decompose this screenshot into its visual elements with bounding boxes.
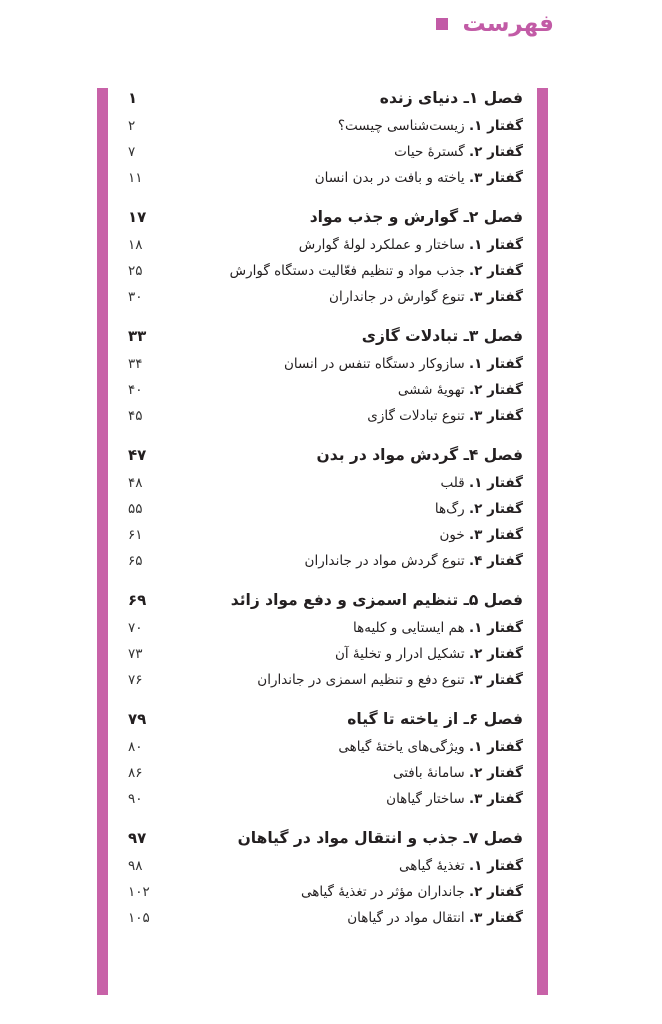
chapter-5 [128,586,523,693]
section-label: گفتار ۲. [468,765,523,781]
right-decorative-bar [537,88,548,995]
page-title: فهرست [462,11,554,37]
section-page-number: ۴۸ [128,475,143,491]
section-page-number: ۷ [128,144,136,160]
chapter-7 [128,824,523,931]
section-entry[interactable] [128,641,523,667]
toc-header [436,8,554,40]
chapter-page-number: ۶۹ [128,591,147,609]
section-page-number: ۳۴ [128,356,143,372]
section-title: قلب [440,475,465,491]
section-page-number: ۲۵ [128,263,143,279]
chapter-heading[interactable] [128,322,523,350]
section-entry[interactable] [128,786,523,812]
chapter-1 [128,84,523,191]
section-title: تغذیۀ گیاهی [399,858,465,874]
section-title: انتقال مواد در گیاهان [347,910,465,926]
chapter-title: فصل ۴ـ گردش مواد در بدن [316,446,523,464]
chapter-title: فصل ۲ـ گوارش و جذب مواد [309,208,523,226]
chapter-title: فصل ۳ـ تبادلات گازی [361,327,523,345]
section-title: ویژگی‌های یاختۀ گیاهی [338,739,465,755]
section-label: گفتار ۲. [468,501,523,517]
section-page-number: ۱۰۲ [128,884,150,900]
section-label: گفتار ۳. [468,289,523,305]
section-entry[interactable] [128,403,523,429]
section-title: تشکیل ادرار و تخلیۀ آن [334,646,465,662]
chapter-title: فصل ۵ـ تنظیم اسمزی و دفع مواد زائد [230,591,523,609]
chapter-page-number: ۱۷ [128,208,147,226]
section-label: گفتار ۳. [468,791,523,807]
section-entry[interactable] [128,165,523,191]
section-label: گفتار ۳. [468,170,523,186]
section-page-number: ۴۵ [128,408,143,424]
section-entry[interactable] [128,734,523,760]
section-entry[interactable] [128,853,523,879]
section-label: گفتار ۱. [468,237,523,253]
table-of-contents [128,84,523,943]
section-page-number: ۹۸ [128,858,143,874]
section-label: گفتار ۲. [468,382,523,398]
chapter-3 [128,322,523,429]
section-page-number: ۳۰ [128,289,143,305]
section-page-number: ۱۰۵ [128,910,150,926]
section-page-number: ۸۶ [128,765,143,781]
section-title: یاخته و بافت در بدن انسان [314,170,465,186]
section-label: گفتار ۱. [468,739,523,755]
chapter-title: فصل ۷ـ جذب و انتقال مواد در گیاهان [237,829,523,847]
chapter-heading[interactable] [128,441,523,469]
chapter-heading[interactable] [128,705,523,733]
section-title: گسترۀ حیات [394,144,465,160]
section-label: گفتار ۲. [468,144,523,160]
section-title: رگ‌ها [434,501,465,517]
chapter-heading[interactable] [128,203,523,231]
section-entry[interactable] [128,667,523,693]
chapter-heading[interactable] [128,84,523,112]
section-title: خون [439,527,465,543]
section-entry[interactable] [128,496,523,522]
section-page-number: ۱۸ [128,237,143,253]
section-title: تنوع گردش مواد در جانداران [304,553,465,569]
section-label: گفتار ۲. [468,884,523,900]
section-label: گفتار ۳. [468,910,523,926]
section-title: تنوع تبادلات گازی [367,408,465,424]
chapter-page-number: ۹۷ [128,829,147,847]
section-page-number: ۸۰ [128,739,143,755]
chapter-heading[interactable] [128,586,523,614]
section-label: گفتار ۴. [468,553,523,569]
section-label: گفتار ۱. [468,475,523,491]
section-page-number: ۲ [128,118,136,134]
chapter-title: فصل ۶ـ از یاخته تا گیاه [347,710,523,728]
section-page-number: ۶۱ [128,527,143,543]
chapter-page-number: ۱ [128,89,138,107]
chapter-6 [128,705,523,812]
section-label: گفتار ۱. [468,356,523,372]
section-label: گفتار ۱. [468,858,523,874]
section-entry[interactable] [128,377,523,403]
section-entry[interactable] [128,284,523,310]
section-label: گفتار ۲. [468,646,523,662]
section-entry[interactable] [128,760,523,786]
section-entry[interactable] [128,139,523,165]
section-page-number: ۶۵ [128,553,143,569]
section-page-number: ۴۰ [128,382,143,398]
section-title: تنوع گوارش در جانداران [329,289,465,305]
section-entry[interactable] [128,615,523,641]
section-page-number: ۷۳ [128,646,143,662]
chapter-page-number: ۷۹ [128,710,147,728]
section-page-number: ۷۰ [128,620,143,636]
section-entry[interactable] [128,905,523,931]
left-decorative-bar [97,88,108,995]
section-title: جذب مواد و تنظیم فعّالیت دستگاه گوارش [229,263,465,279]
section-label: گفتار ۳. [468,527,523,543]
section-title: سامانۀ بافتی [392,765,465,781]
section-title: جانداران مؤثر در تغذیۀ گیاهی [301,884,465,900]
section-page-number: ۷۶ [128,672,143,688]
section-entry[interactable] [128,548,523,574]
section-page-number: ۹۰ [128,791,143,807]
section-title: ساختار گیاهان [386,791,465,807]
chapter-page-number: ۴۷ [128,446,147,464]
square-bullet-icon [436,18,448,30]
section-title: تهویۀ ششی [397,382,465,398]
section-entry[interactable] [128,232,523,258]
section-entry[interactable] [128,470,523,496]
section-entry[interactable] [128,522,523,548]
section-label: گفتار ۳. [468,672,523,688]
section-title: هم ایستایی و کلیه‌ها [353,620,465,636]
section-page-number: ۵۵ [128,501,143,517]
section-title: ساختار و عملکرد لولۀ گوارش [298,237,465,253]
section-label: گفتار ۱. [468,118,523,134]
section-label: گفتار ۱. [468,620,523,636]
chapter-heading[interactable] [128,824,523,852]
section-title: سازوکار دستگاه تنفس در انسان [283,356,465,372]
section-label: گفتار ۳. [468,408,523,424]
chapter-page-number: ۳۳ [128,327,147,345]
section-entry[interactable] [128,113,523,139]
section-label: گفتار ۲. [468,263,523,279]
section-entry[interactable] [128,258,523,284]
section-entry[interactable] [128,351,523,377]
chapter-2 [128,203,523,310]
chapter-title: فصل ۱ـ دنیای زنده [379,89,523,107]
chapter-4 [128,441,523,574]
section-title: زیست‌شناسی چیست؟ [337,118,465,134]
section-page-number: ۱۱ [128,170,143,186]
section-entry[interactable] [128,879,523,905]
section-title: تنوع دفع و تنظیم اسمزی در جانداران [257,672,465,688]
